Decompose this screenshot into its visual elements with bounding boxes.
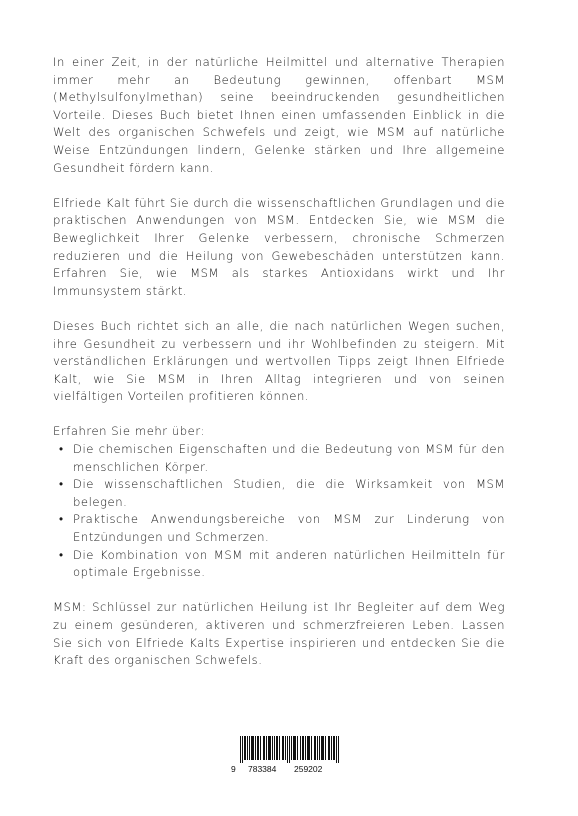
list-item: • Die Kombination von MSM mit anderen natürlichen Heilmitteln für optimale Ergebnisse. <box>59 547 505 580</box>
list-item: • Praktische Anwendungsbereiche von MSM zur Linderung von Entzündungen und Schmerzen. <box>59 512 505 545</box>
barcode-digits <box>231 764 347 776</box>
list-item: • Die wissenschaftlichen Studien, die die Wirksamkeit von MSM belegen. <box>59 477 505 509</box>
paragraph-author: Elfriede Kalt führt Sie durch die wissenschaftlichen Grundlagen und die praktischen Anwendungen von MSM. Entdecken Sie, wie MSM die Beweglichkeit Ihrer Gelenke verbessern, chronische Schmerzen reduzieren und die Heilung von Gewebeschäden unterstützen kann. Erfahren Sie, wie MSM als starkes Antioxidans wirkt und Ihr Immunsystem stärkt. <box>53 195 505 298</box>
bullet-icon: • <box>59 512 64 527</box>
list-item: • Die chemischen Eigenschaften und die Bedeutung von MSM für den menschlichen Körper. <box>59 442 505 474</box>
bullet-list <box>53 441 505 582</box>
barcode-digit-first: 9 <box>231 764 236 774</box>
list-intro: Erfahren Sie mehr über: <box>53 424 205 439</box>
bullet-icon: • <box>59 442 64 457</box>
bullet-icon: • <box>59 477 64 492</box>
paragraph-intro: In einer Zeit, in der natürliche Heilmittel und alternative Therapien immer mehr an Bedeutung gewinnen, offenbart MSM (Methylsulfonylmethan) seine beeindruckenden gesundheitlichen Vorteile. Dieses Buch bietet Ihnen einen umfassenden Einblick in die Welt des organischen Schwefels und zeigt, wie MSM auf natürliche Weise Entzündungen lindern, Gelenke stärken und Ihre allgemeine Gesundheit fördern kann. <box>53 55 505 175</box>
paragraph-audience: Dieses Buch richtet sich an alle, die nach natürlichen Wegen suchen, ihre Gesundheit zu verbessern und ihr Wohlbefinden zu steigern. Mit verständlichen Erklärungen und wertvollen Tipps zeigt Ihnen Elfriede Kalt, wie Sie MSM in Ihren Alltag integrieren und von seinen vielfältigen Vorteilen profitieren können. <box>53 318 505 404</box>
barcode-digits-right: 259202 <box>294 764 323 774</box>
back-cover-text <box>53 54 505 687</box>
bullet-icon: • <box>59 547 64 562</box>
isbn-barcode <box>231 736 347 776</box>
barcode-digits-left: 783384 <box>248 764 277 774</box>
paragraph-closing: MSM: Schlüssel zur natürlichen Heilung ist Ihr Begleiter auf dem Weg zu einem gesünderen, aktiveren und schmerzfreieren Leben. Lassen Sie sich von Elfriede Kalts Expertise inspirieren und entdecken Sie die Kraft des organischen Schwefels. <box>53 600 505 668</box>
barcode-bars-icon <box>240 736 340 763</box>
